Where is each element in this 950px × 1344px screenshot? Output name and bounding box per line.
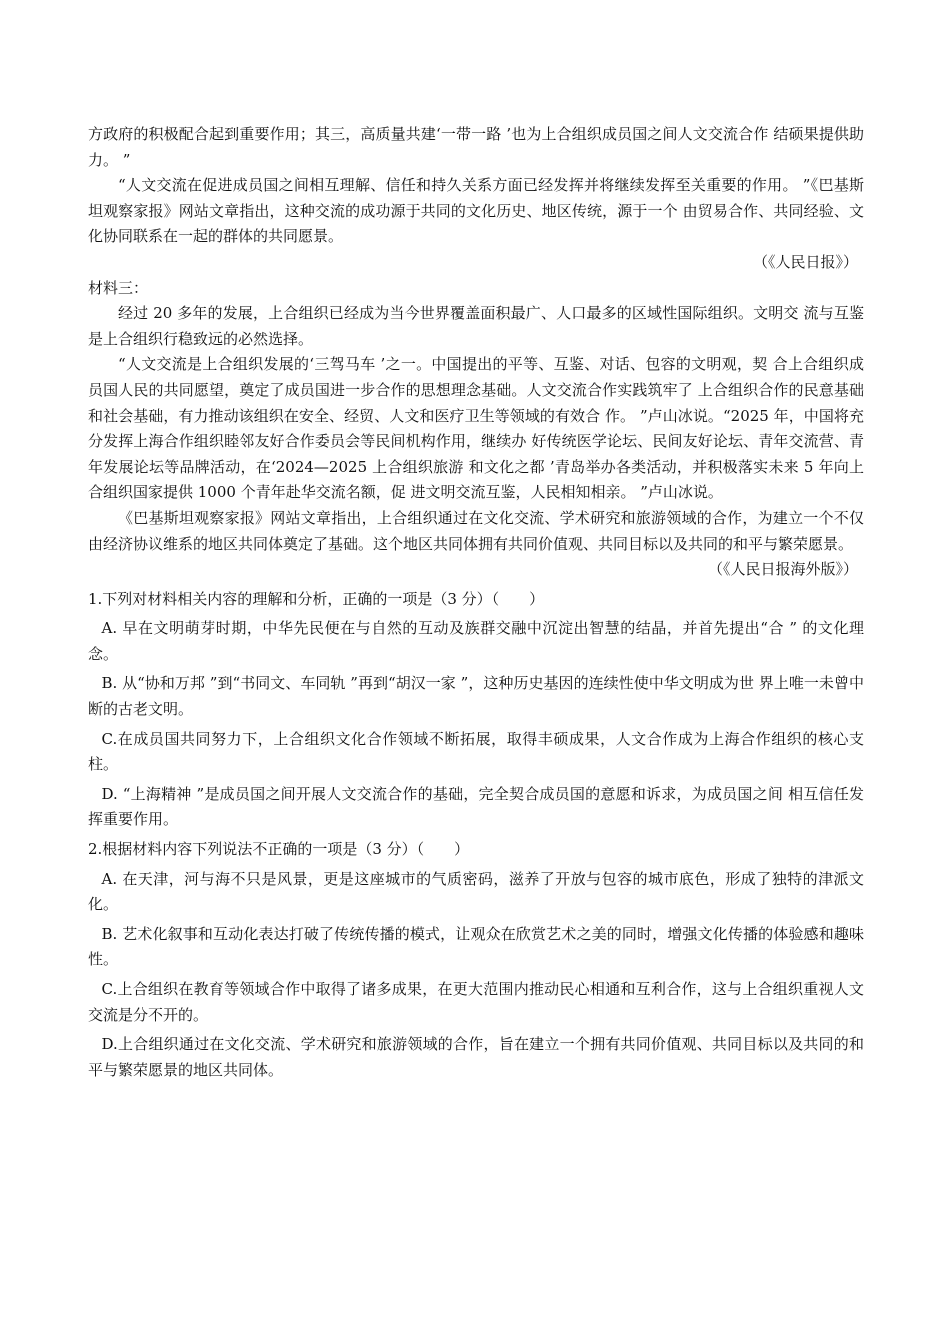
question-1-option-d[interactable]: D. “上海精神 ”是成员国之间开展人文交流合作的基础，完全契合成员国的意愿和诉求，为成员国之间 相互信任发挥重要作用。 [88, 784, 864, 829]
question-2-option-b[interactable]: B. 艺术化叙事和互动化表达打破了传统传播的模式，让观众在欣赏艺术之美的同时，增强文化传播的体验感和趣味性。 [88, 924, 864, 969]
material-3-paragraph-3: 《巴基斯坦观察家报》网站文章指出，上合组织通过在文化交流、学术研究和旅游领域的合作，为建立一个不仅由经济协议维系的地区共同体奠定了基础。这个地区共同体拥有共同价值观、共同目标以及共同的和平与繁荣愿景。 [88, 508, 864, 553]
question-2-stem: 2.根据材料内容下列说法不正确的一项是（3 分）（ ） [88, 840, 470, 859]
paragraph-quote-pakistan-observer: “人文交流在促进成员国之间相互理解、信任和持久关系方面已经发挥并将继续发挥至关重要的作用。 ”《巴基斯坦观察家报》网站文章指出，这种交流的成功源于共同的文化历史、地区传统，源于一个 由贸易合作、共同经验、文化协同联系在一起的群体的共同愿景。 [88, 176, 864, 246]
material-3-paragraph-2: “人文交流是上合组织发展的‘三驾马车 ’之一。中国提出的平等、互鉴、对话、包容的文明观，契 合上合组织成员国人民的共同愿望，奠定了成员国进一步合作的思想理念基础。人文交流合作实践筑牢了 上合组织合作的民意基础和社会基础，有力推动该组织在安全、经贸、人文和医疗卫生等领域的有效合 作。 ”卢山冰说。“2025 年，中国将充分发挥上海合作组织睦邻友好合作委员会等民间机构作用，继续办 好传统医学论坛、民间友好论坛、青年交流营、青年发展论坛等品牌活动，在‘2024—2025 上合组织旅游 和文化之都 ’青岛举办各类活动，并积极落实未来 5 年向上合组织国家提供 1000 个青年赴华交流名额，促 进文明交流互鉴，人民相知相亲。 ”卢山冰说。 [88, 355, 864, 502]
question-2-option-c[interactable]: C.上合组织在教育等领域合作中取得了诸多成果，在更大范围内推动民心相通和互利合作，这与上合组织重视人文交流是分不开的。 [88, 980, 864, 1024]
material-3-label: 材料三： [88, 278, 149, 297]
source-citation-renmin-ribao: （《人民日报》） [752, 252, 858, 271]
question-2-option-a[interactable]: A. 在天津，河与海不只是风景，更是这座城市的气质密码，滋养了开放与包容的城市底色，形成了独特的津派文化。 [88, 869, 864, 914]
question-1-option-a[interactable]: A. 早在文明萌芽时期，中华先民便在与自然的互动及族群交融中沉淀出智慧的结晶，并首先提出“合 ” 的文化理念。 [88, 619, 864, 663]
material-3-paragraph-1: 经过 20 多年的发展，上合组织已经成为当今世界覆盖面积最广、人口最多的区域性国际组织。文明交 流与互鉴是上合组织行稳致远的必然选择。 [88, 304, 864, 348]
question-2-option-d[interactable]: D.上合组织通过在文化交流、学术研究和旅游领域的合作，旨在建立一个拥有共同价值观、共同目标以及共同的和平与繁荣愿景的地区共同体。 [88, 1035, 864, 1079]
source-citation-renmin-ribao-overseas: （《人民日报海外版》） [707, 560, 858, 579]
question-1-option-c[interactable]: C.在成员国共同努力下，上合组织文化合作领域不断拓展，取得丰硕成果，人文合作成为上海合作组织的核心支柱。 [88, 729, 864, 774]
question-1-stem: 1.下列对材料相关内容的理解和分析，正确的一项是（3 分）（ ） [88, 589, 545, 608]
document-page [88, 122, 864, 1083]
paragraph-continuation: 方政府的积极配合起到重要作用；其三，高质量共建‘一带一路 ’也为上合组织成员国之间人文交流合作 结硕果提供助力。 ” [88, 125, 864, 169]
question-1-option-b[interactable]: B. 从“协和万邦 ”到“书同文、车同轨 ”再到“胡汉一家 ”，这种历史基因的连续性使中华文明成为世 界上唯一未曾中断的古老文明。 [88, 674, 864, 719]
